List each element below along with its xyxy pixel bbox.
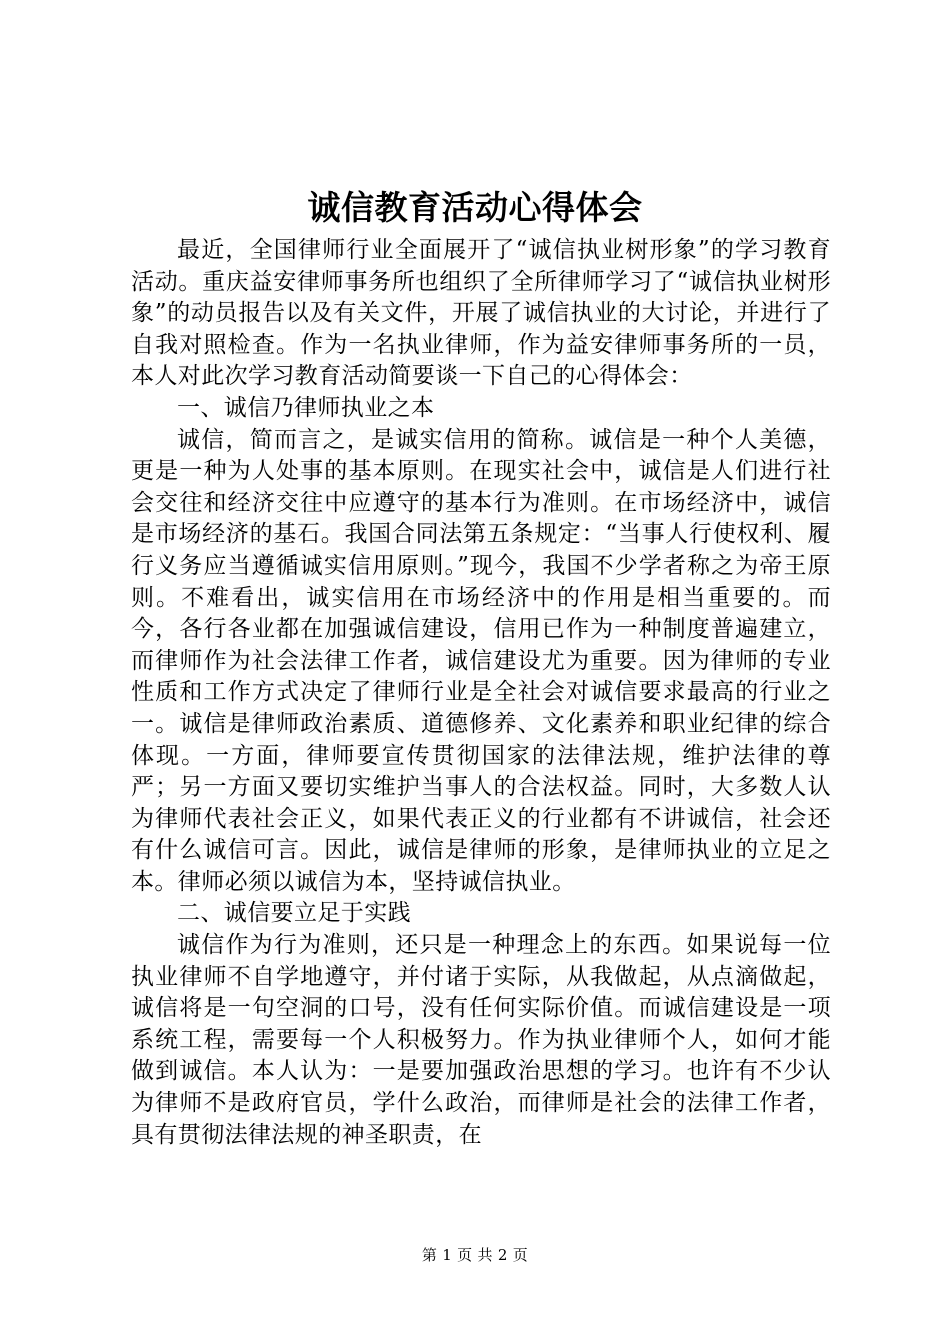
section-heading-1: 一、诚信乃律师执业之本 [177, 394, 435, 421]
paragraph-section-2: 诚信作为行为准则，还只是一种理念上的东西。如果说每一位执业律师不自学地遵守，并付诸于实际，从我做起，从点滴做起，诚信将是一句空洞的口号，没有任何实际价值。而诚信建设是一项系统工程，需要每一个人积极努力。作为执业律师个人，如何才能做到诚信。本人认为：一是要加强政治思想的学习。也许有不少认为律师不是政府官员，学什么政治，而律师是社会的法律工作者，具有贯彻法律法规的神圣职责，在 [131, 932, 831, 1148]
section-heading-2: 二、诚信要立足于实践 [177, 900, 411, 927]
document-body [131, 235, 831, 1151]
page-footer: 第 1 页 共 2 页 [421, 1246, 529, 1264]
paragraph-intro: 最近，全国律师行业全面展开了“诚信执业树形象”的学习教育活动。重庆益安律师事务所也组织了全所律师学习了“诚信执业树形象”的动员报告以及有关文件，开展了诚信执业的大讨论，并进行了自我对照检查。作为一名执业律师，作为益安律师事务所的一员，本人对此次学习教育活动简要谈一下自己的心得体会： [131, 237, 831, 390]
document-title: 诚信教育活动心得体会 [307, 188, 643, 227]
paragraph-section-1: 诚信，简而言之，是诚实信用的简称。诚信是一种个人美德，更是一种为人处事的基本原则。在现实社会中，诚信是人们进行社会交往和经济交往中应遵守的基本行为准则。在市场经济中，诚信是市场经济的基石。我国合同法第五条规定：“当事人行使权利、履行义务应当遵循诚实信用原则。”现今，我国不少学者称之为帝王原则。不难看出，诚实信用在市场经济中的作用是相当重要的。而今，各行各业都在加强诚信建设，信用已作为一种制度普遍建立，而律师作为社会法律工作者，诚信建设尤为重要。因为律师的专业性质和工作方式决定了律师行业是全社会对诚信要求最高的行业之一。诚信是律师政治素质、道德修养、文化素养和职业纪律的综合体现。一方面，律师要宣传贯彻国家的法律法规，维护法律的尊严；另一方面又要切实维护当事人的合法权益。同时，大多数人认为律师代表社会正义，如果代表正义的行业都有不讲诚信，社会还有什么诚信可言。因此，诚信是律师的形象，是律师执业的立足之本。律师必须以诚信为本，坚持诚信执业。 [131, 426, 831, 895]
